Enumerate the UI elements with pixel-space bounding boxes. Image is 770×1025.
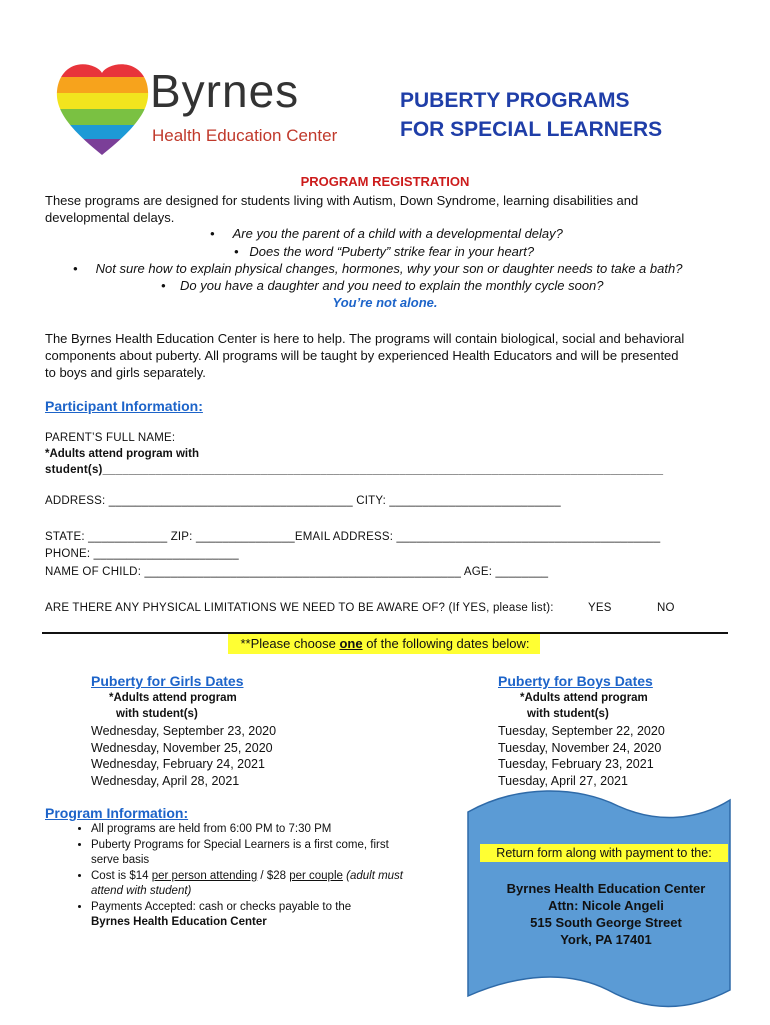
intro-line-2: developmental delays. — [45, 210, 175, 225]
parent-name-label: PARENT’S FULL NAME: — [45, 432, 176, 444]
choose-instruction — [0, 636, 770, 651]
heart-logo-icon — [55, 55, 150, 158]
address-city-field[interactable]: ADDRESS: _____________________________________ CITY: __________________________ — [45, 495, 561, 507]
return-address — [478, 880, 734, 948]
bullet-text: Do you have a daughter and you need to explain the monthly cycle soon? — [180, 278, 604, 293]
student-name-field[interactable]: student(s)_____________________________________________________________________________________ — [45, 464, 664, 476]
date-item[interactable]: Tuesday, November 24, 2020 — [498, 740, 662, 755]
list-item: • Payments Accepted: cash or checks payable to the Byrnes Health Education Center — [91, 900, 469, 930]
list-item: • Cost is $14 per person attending / $28 per couple (adult must attend with student) — [91, 869, 469, 899]
intro-paragraph — [45, 330, 684, 381]
address-line: Attn: Nicole Angeli — [548, 898, 664, 913]
girls-adults-note: *Adults attend program — [109, 692, 237, 704]
program-heading: Program Information: — [45, 805, 189, 821]
page-title — [400, 86, 662, 144]
date-item[interactable]: Wednesday, February 24, 2021 — [91, 757, 265, 771]
list-item: • All programs are held from 6:00 PM to 7:30 PM — [91, 822, 469, 837]
intro-line-1: These programs are designed for students living with Autism, Down Syndrome, learning disabilities and — [45, 193, 639, 208]
list-item: • Puberty Programs for Special Learners is a first come, first serve basis — [91, 838, 469, 868]
registration-heading: PROGRAM REGISTRATION — [300, 174, 470, 189]
bullet-text: Does the word “Puberty” strike fear in your heart? — [249, 244, 535, 259]
date-item[interactable]: Tuesday, February 23, 2021 — [498, 757, 654, 771]
boys-adults-note-2: with student(s) — [527, 708, 609, 720]
bullet-text: Not sure how to explain physical changes, hormones, why your son or daughter needs to take a bath? — [95, 261, 683, 276]
address-line: 515 South George Street — [530, 915, 682, 930]
boys-dates-list — [498, 723, 665, 789]
limitations-question: ARE THERE ANY PHYSICAL LIMITATIONS WE NEED TO BE AWARE OF? (If YES, please list): — [45, 602, 554, 614]
address-line: York, PA 17401 — [560, 932, 652, 947]
participant-heading: Participant Information: — [45, 398, 203, 414]
phone-field[interactable]: PHONE: ______________________ — [45, 548, 239, 560]
date-item[interactable]: Tuesday, April 27, 2021 — [498, 773, 628, 788]
choose-suffix: of the following dates below: — [362, 636, 530, 651]
bullet-item: • Does the word “Puberty” strike fear in your heart? — [234, 244, 535, 259]
logo-name: Byrnes — [150, 65, 300, 117]
bullet-item: • Do you have a daughter and you need to explain the monthly cycle soon? — [161, 278, 604, 293]
child-age-field[interactable]: NAME OF CHILD: ________________________________________________ AGE: ________ — [45, 566, 549, 578]
boys-adults-note: *Adults attend program — [520, 692, 648, 704]
title-line-2: FOR SPECIAL LEARNERS — [400, 118, 663, 141]
intro-text — [45, 192, 638, 226]
paragraph-line: components about puberty. All programs will be taught by experienced Health Educators and will be presented — [45, 348, 679, 363]
yes-option[interactable]: YES — [588, 602, 612, 614]
girls-dates-list — [91, 723, 276, 789]
choose-prefix: **Please choose — [240, 636, 340, 651]
paragraph-line: to boys and girls separately. — [45, 365, 206, 380]
date-item[interactable]: Wednesday, April 28, 2021 — [91, 773, 240, 788]
bullet-item: • Not sure how to explain physical changes, hormones, why your son or daughter needs to take a bath? — [73, 261, 683, 276]
date-item[interactable]: Wednesday, November 25, 2020 — [91, 740, 273, 755]
program-list — [69, 822, 469, 931]
bullet-text: Are you the parent of a child with a developmental delay? — [232, 226, 563, 241]
bullet-item: • Are you the parent of a child with a developmental delay? — [210, 226, 563, 241]
girls-adults-note-2: with student(s) — [116, 708, 198, 720]
boys-dates-heading: Puberty for Boys Dates — [498, 673, 653, 689]
state-zip-email-field[interactable]: STATE: ____________ ZIP: _______________EMAIL ADDRESS: ________________________________________ — [45, 531, 661, 543]
choose-one: one — [339, 636, 363, 651]
not-alone-text: You’re not alone. — [332, 295, 438, 310]
girls-dates-heading: Puberty for Girls Dates — [91, 673, 244, 689]
paragraph-line: The Byrnes Health Education Center is here to help. The programs will contain biological, social and behavioral — [45, 331, 685, 346]
logo-subtitle: Health Education Center — [152, 126, 338, 145]
title-line-1: PUBERTY PROGRAMS — [400, 89, 630, 112]
adults-note: *Adults attend program with — [45, 448, 199, 460]
no-option[interactable]: NO — [657, 602, 675, 614]
date-item[interactable]: Wednesday, September 23, 2020 — [91, 724, 277, 738]
return-label: Return form along with payment to the: — [480, 844, 728, 862]
address-line: Byrnes Health Education Center — [506, 881, 706, 896]
date-item[interactable]: Tuesday, September 22, 2020 — [498, 724, 665, 738]
